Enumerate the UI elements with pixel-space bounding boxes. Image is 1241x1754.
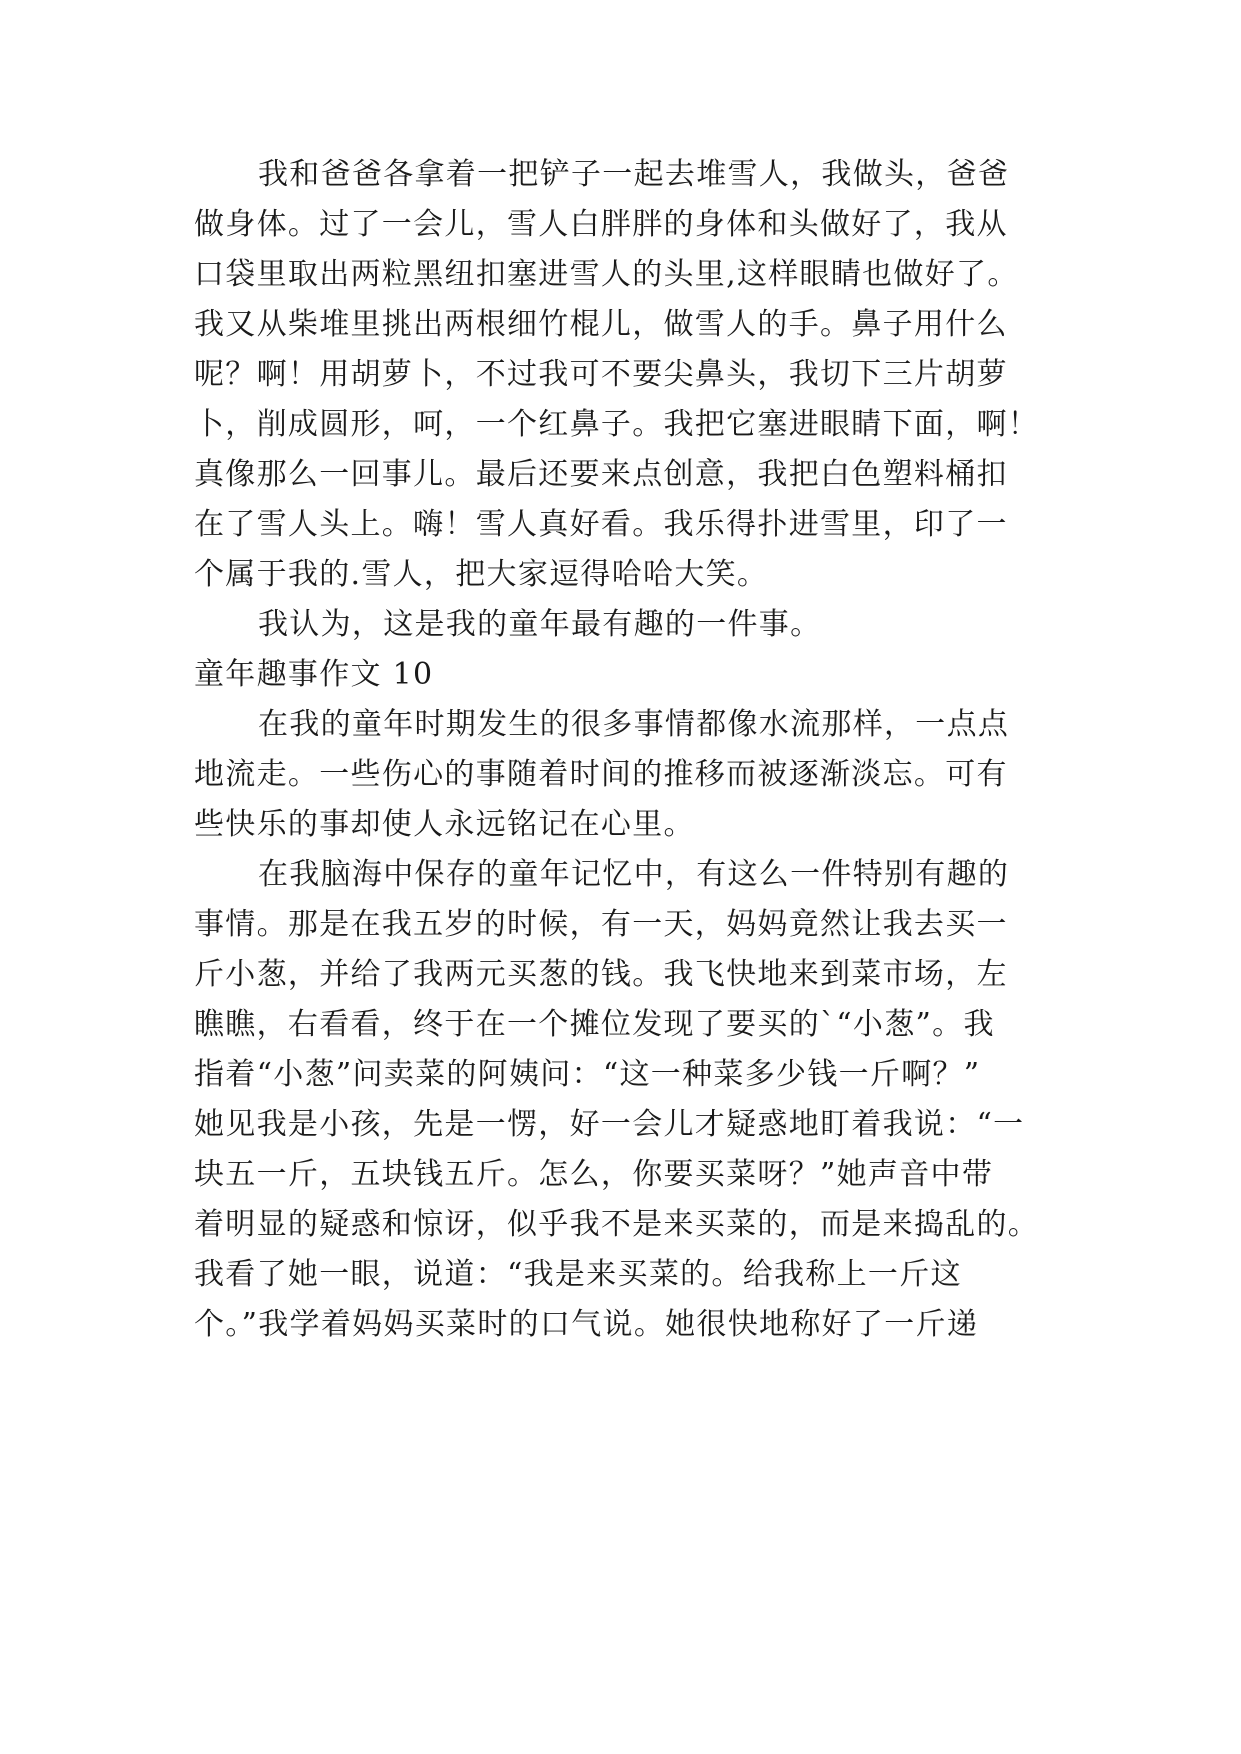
- paragraph-line: 呢？啊！用胡萝卜，不过我可不要尖鼻头，我切下三片胡萝: [194, 357, 1008, 392]
- paragraph-line: 我认为，这是我的童年最有趣的一件事。: [258, 607, 822, 642]
- paragraph-line: 个。”我学着妈妈买菜时的口气说。她很快地称好了一斤递: [194, 1307, 979, 1342]
- paragraph-line: 事情。那是在我五岁的时候，有一天，妈妈竟然让我去买一: [194, 907, 1008, 942]
- section-heading: 童年趣事作文 10: [194, 657, 434, 692]
- paragraph-line: 个属于我的.雪人，把大家逗得哈哈大笑。: [194, 557, 769, 592]
- paragraph-line: 做身体。过了一会儿，雪人白胖胖的身体和头做好了，我从: [194, 207, 1008, 242]
- paragraph-line: 瞧瞧，右看看，终于在一个摊位发现了要买的`“小葱”。我: [194, 1007, 995, 1042]
- paragraph-line: 她见我是小孩，先是一愣，好一会儿才疑惑地盯着我说：“一: [194, 1107, 1025, 1142]
- paragraph-line: 我看了她一眼，说道：“我是来买菜的。给我称上一斤这: [194, 1257, 962, 1292]
- paragraph-line: 指着“小葱”问卖菜的阿姨问：“这一种菜多少钱一斤啊？”: [194, 1057, 981, 1092]
- paragraph-line: 我和爸爸各拿着一把铲子一起去堆雪人，我做头，爸爸: [258, 157, 1010, 192]
- paragraph-line: 块五一斤，五块钱五斤。怎么，你要买菜呀？”她声音中带: [194, 1157, 994, 1192]
- paragraph-line: 着明显的疑惑和惊讶，似乎我不是来买菜的，而是来捣乱的。: [194, 1207, 1040, 1242]
- paragraph-line: 口袋里取出两粒黑纽扣塞进雪人的头里,这样眼睛也做好了。: [194, 257, 1019, 292]
- paragraph-line: 我又从柴堆里挑出两根细竹棍儿，做雪人的手。鼻子用什么: [194, 307, 1008, 342]
- paragraph-line: 些快乐的事却使人永远铭记在心里。: [194, 807, 695, 842]
- paragraph-line: 在我脑海中保存的童年记忆中，有这么一件特别有趣的: [258, 857, 1010, 892]
- paragraph-line: 斤小葱，并给了我两元买葱的钱。我飞快地来到菜市场，左: [194, 957, 1008, 992]
- paragraph-line: 卜，削成圆形，呵，一个红鼻子。我把它塞进眼睛下面，啊！: [194, 407, 1040, 442]
- paragraph-line: 真像那么一回事儿。最后还要来点创意，我把白色塑料桶扣: [194, 457, 1008, 492]
- paragraph-line: 地流走。一些伤心的事随着时间的推移而被逐渐淡忘。可有: [194, 757, 1008, 792]
- paragraph-line: 在了雪人头上。嗨！雪人真好看。我乐得扑进雪里，印了一: [194, 507, 1008, 542]
- paragraph-line: 在我的童年时期发生的很多事情都像水流那样，一点点: [258, 707, 1010, 742]
